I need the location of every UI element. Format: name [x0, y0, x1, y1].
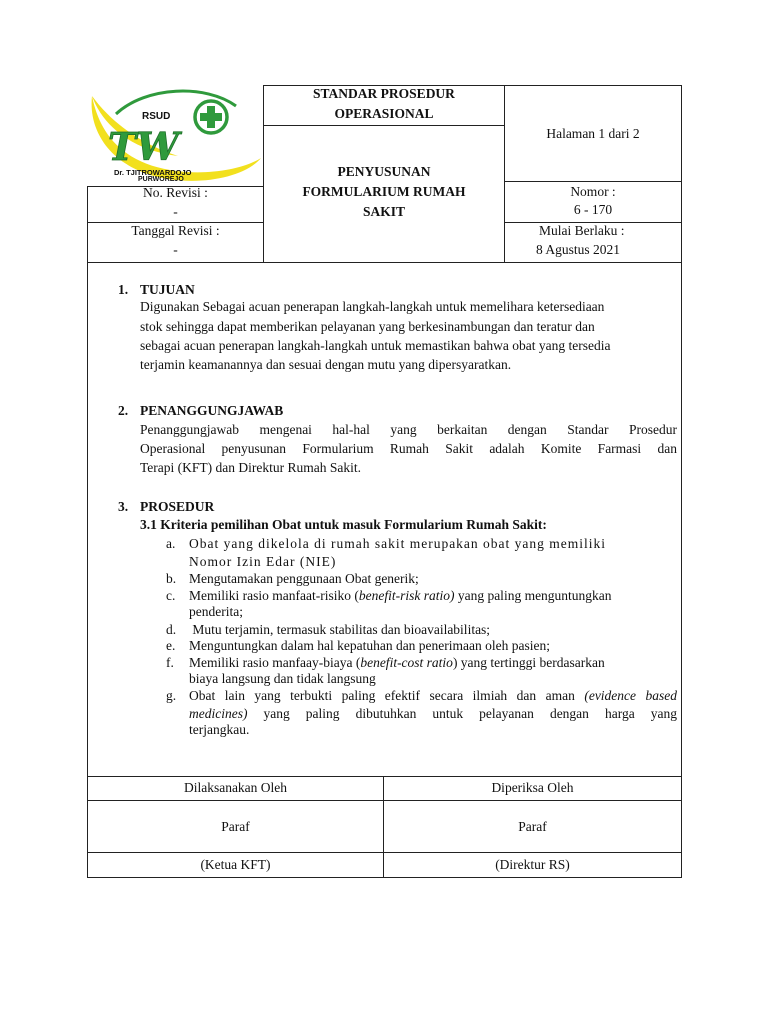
list-item-e: Menguntungkan dalam hal kepatuhan dan penerimaan oleh pasien; — [189, 638, 551, 653]
logo-monogram: TW — [108, 124, 179, 169]
checker-signature-field: Paraf — [518, 819, 547, 834]
penanggungjawab-line-3: Terapi (KFT) dan Direktur Rumah Sakit. — [140, 460, 362, 475]
list-item-f-italic: benefit-cost ratio — [360, 655, 453, 670]
list-item-b: Mengutamakan penggunaan Obat generik; — [189, 571, 419, 586]
list-marker-c: c. — [166, 588, 176, 603]
document-type-title-line2: OPERASIONAL — [334, 106, 434, 121]
header-row-line-1b — [504, 181, 682, 182]
document-number-value: 6 - 170 — [573, 202, 613, 217]
list-item-c-italic: benefit-risk ratio) — [358, 588, 455, 603]
list-item-c-text-end: yang paling menguntungkan — [454, 588, 612, 603]
list-item-f-line2: biaya langsung dan tidak langsung — [189, 671, 376, 686]
section-number-prosedur: 3. — [118, 499, 129, 514]
list-item-f-line1 — [189, 655, 605, 671]
prosedur-subheading: 3.1 Kriteria pemilihan Obat untuk masuk Formularium Rumah Sakit: — [140, 517, 547, 532]
document-type-title-line1: STANDAR PROSEDUR — [313, 86, 455, 101]
page-info: Halaman 1 dari 2 — [546, 126, 640, 141]
list-item-c-line2: penderita; — [189, 604, 243, 619]
penanggungjawab-line-2: Operasional penyusunan Formularium Rumah Sakit adalah Komite Farmasi dan — [140, 441, 677, 456]
header-right-border — [681, 85, 682, 263]
tujuan-line-1: Digunakan Sebagai acuan penerapan langkah-langkah untuk memelihara ketersediaan — [140, 299, 605, 314]
list-item-d: Mutu terjamin, termasuk stabilitas dan bioavailabilitas; — [189, 622, 491, 637]
section-heading-tujuan: TUJUAN — [140, 282, 195, 297]
document-subject-line1: PENYUSUNAN — [337, 164, 431, 179]
logo-hospital-city: PURWOREJO — [138, 176, 184, 183]
effective-date-label: Mulai Berlaku : — [539, 223, 625, 238]
header-title-divider — [263, 125, 504, 126]
signature-row-line-1 — [87, 800, 682, 801]
signature-row-line-2 — [87, 852, 682, 853]
section-heading-penanggungjawab: PENANGGUNGJAWAB — [140, 403, 284, 418]
list-item-a-line1: Obat yang dikelola di rumah sakit merupakan obat yang memiliki — [189, 536, 607, 551]
document-subject-line2: FORMULARIUM RUMAH — [302, 184, 466, 199]
executor-role: (Ketua KFT) — [200, 857, 271, 872]
section-heading-prosedur: PROSEDUR — [140, 499, 215, 514]
body-right-border — [681, 262, 682, 878]
document-subject-line3: SAKIT — [362, 204, 406, 219]
list-item-g-line1 — [189, 688, 677, 704]
tujuan-line-3: sebagai acuan penerapan langkah-langkah untuk memastikan bahwa obat yang tersedia — [140, 338, 611, 353]
revision-date-value: - — [173, 242, 178, 257]
revision-date-label: Tanggal Revisi : — [131, 223, 220, 238]
list-marker-f: f. — [166, 655, 174, 670]
checked-by-label: Diperiksa Oleh — [491, 780, 574, 795]
checker-role: (Direktur RS) — [495, 857, 570, 872]
list-item-g-line3: terjangkau. — [189, 722, 250, 737]
list-item-f-text: Memiliki rasio manfaay-biaya ( — [189, 655, 361, 670]
tujuan-line-2: stok sehingga dapat memberikan pelayanan yang berkesinambungan dan teratur dan — [140, 319, 595, 334]
executor-signature-field: Paraf — [221, 819, 250, 834]
logo-hospital-name: Dr. TJITROWARDOJO — [114, 168, 192, 177]
list-item-g-text-2: yang paling dibutuhkan untuk pelayanan dengan harga yang — [247, 706, 677, 721]
revision-label: No. Revisi : — [143, 185, 208, 200]
list-item-f-text-end: ) yang tertinggi berdasarkan — [452, 655, 605, 670]
section-number-penanggungjawab: 2. — [118, 403, 129, 418]
list-item-a-line2: Nomor Izin Edar (NIE) — [189, 554, 337, 569]
list-item-g-italic-2: medicines) — [189, 706, 248, 721]
document-number-label: Nomor : — [570, 184, 616, 199]
signature-bottom-border — [87, 877, 682, 878]
list-item-g-text: Obat lain yang terbukti paling efektif secara ilmiah dan aman — [189, 688, 585, 703]
penanggungjawab-line-1: Penanggungjawab mengenai hal-hal yang berkaitan dengan Standar Prosedur — [140, 422, 677, 437]
logo-rsud-text: RSUD — [142, 111, 171, 122]
effective-date-value: 8 Agustus 2021 — [536, 242, 621, 257]
signature-top-border — [87, 776, 682, 777]
list-item-c-text: Memiliki rasio manfaat-risiko ( — [189, 588, 359, 603]
header-bottom-border — [87, 262, 682, 263]
header-divider-2 — [504, 85, 505, 263]
list-item-c-line1 — [189, 588, 612, 604]
section-number-tujuan: 1. — [118, 282, 129, 297]
list-item-g-italic: (evidence based — [584, 688, 677, 703]
list-item-g-line2 — [189, 706, 677, 722]
list-marker-d: d. — [166, 622, 177, 637]
list-marker-b: b. — [166, 571, 177, 586]
list-marker-g: g. — [166, 688, 177, 703]
list-marker-e: e. — [166, 638, 176, 653]
hospital-logo — [86, 84, 264, 186]
revision-value: - — [173, 204, 178, 219]
list-marker-a: a. — [166, 536, 176, 551]
tujuan-line-4: terjamin keamanannya dan sesuai dengan mutu yang dipersyaratkan. — [140, 357, 512, 372]
executed-by-label: Dilaksanakan Oleh — [183, 780, 288, 795]
